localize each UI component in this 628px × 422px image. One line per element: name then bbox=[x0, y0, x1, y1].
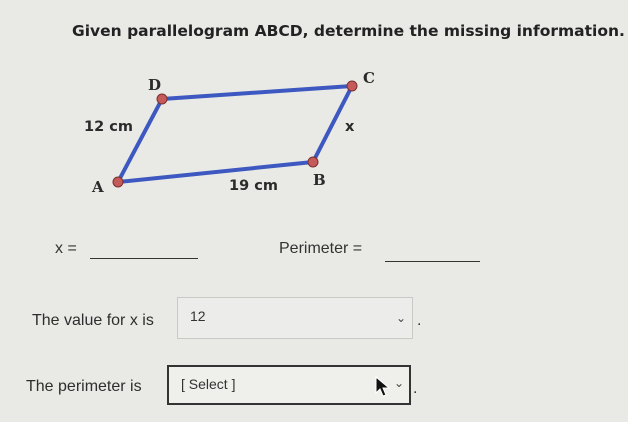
vertex-label-d: D bbox=[148, 76, 162, 94]
perimeter-dropdown[interactable] bbox=[167, 365, 411, 405]
side-ad-length: 12 cm bbox=[84, 119, 133, 135]
side-ab-length: 19 cm bbox=[229, 178, 278, 194]
vertex-point-b bbox=[308, 157, 318, 167]
vertex-point-c bbox=[347, 81, 357, 91]
mouse-cursor-icon bbox=[375, 376, 391, 398]
vertex-label-a: A bbox=[92, 178, 104, 196]
perimeter-row-period: . bbox=[413, 380, 418, 397]
perimeter-selected: [ Select ] bbox=[181, 376, 236, 392]
vertex-label-c: C bbox=[363, 69, 375, 87]
vertex-point-a bbox=[113, 177, 123, 187]
vertex-label-b: B bbox=[313, 171, 326, 189]
x-value-dropdown[interactable] bbox=[177, 297, 413, 339]
perimeter-answer-blank bbox=[385, 261, 480, 262]
parallelogram-outline bbox=[118, 86, 352, 182]
vertex-point-d bbox=[157, 94, 167, 104]
x-value-selected: 12 bbox=[190, 308, 206, 324]
perimeter-row-label: The perimeter is bbox=[26, 378, 142, 395]
chevron-down-icon: ⌄ bbox=[395, 311, 406, 325]
x-equation-label: x = bbox=[55, 240, 77, 257]
x-answer-blank bbox=[90, 258, 198, 259]
chevron-down-icon: ⌄ bbox=[393, 376, 404, 390]
x-row-period: . bbox=[417, 312, 422, 329]
side-bc-label: x bbox=[345, 119, 355, 135]
perimeter-equation-label: Perimeter = bbox=[279, 240, 363, 257]
question-title: Given parallelogram ABCD, determine the missing information. bbox=[72, 22, 625, 40]
x-value-row-label: The value for x is bbox=[32, 312, 154, 329]
